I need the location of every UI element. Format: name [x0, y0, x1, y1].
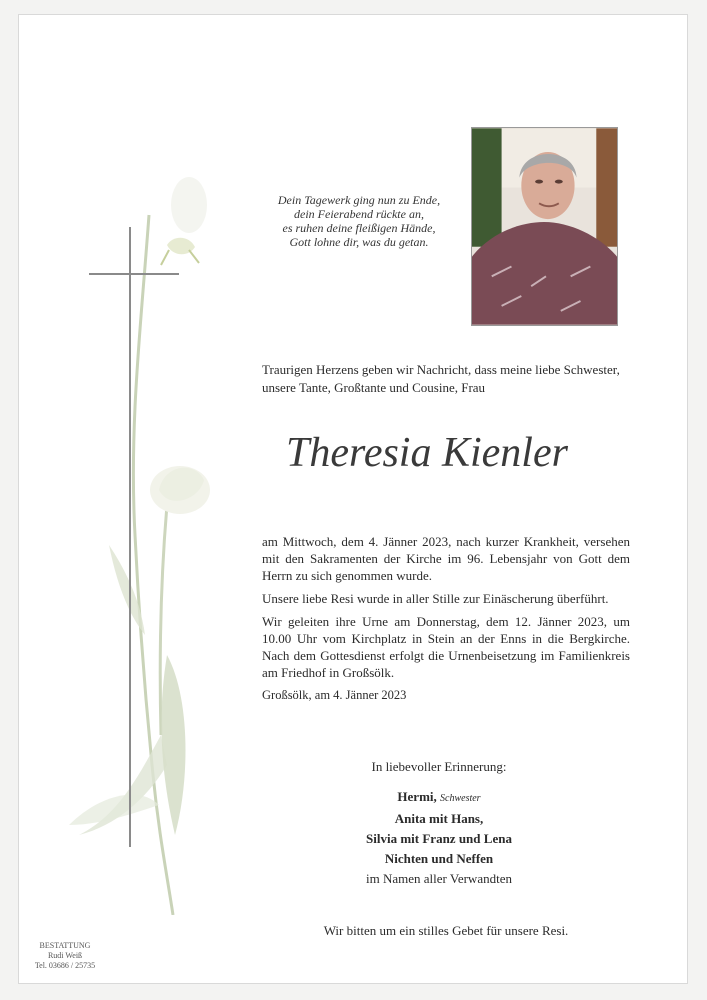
mourner-name: Silvia mit Franz und Lena — [366, 831, 512, 846]
mourner-relation: Schwester — [440, 793, 481, 804]
mourner-name: Anita mit Hans, — [394, 811, 484, 826]
death-details: am Mittwoch, dem 4. Jänner 2023, nach kurzer Krankheit, versehen mit den Sakramenten der Kirche im 96. Lebensjahr von Gott dem Herrn zu sich genommen wurde. — [262, 534, 630, 583]
place-date: Großsölk, am 4. Jänner 2023 — [262, 688, 407, 702]
verse-line: dein Feierabend rückte an, — [294, 207, 424, 221]
memorial-verse — [259, 193, 459, 249]
undertaker-line: Rudi Weiß — [47, 951, 83, 960]
mourner-line — [319, 809, 559, 829]
mourner-name: Hermi, — [397, 789, 437, 804]
cross-horizontal — [89, 273, 179, 275]
undertaker-imprint — [25, 941, 105, 971]
announcement-intro — [262, 361, 630, 397]
mourner-name: Nichten und Neffen — [384, 851, 494, 866]
deceased-name: Theresia Kienler — [286, 430, 568, 476]
mourners-list — [319, 757, 559, 889]
prayer-request: Wir bitten um ein stilles Gebet für unsere Resi. — [323, 923, 569, 938]
intro-line: Traurigen Herzens geben wir Nachricht, dass meine liebe Schwester, — [262, 362, 620, 377]
cross-vertical — [129, 227, 131, 847]
portrait-photo — [471, 127, 618, 326]
funeral-details: Wir geleiten ihre Urne am Donnerstag, dem 12. Jänner 2023, um 10.00 Uhr vom Kirchplatz in Stein an der Enns in die Bergkirche. Nach dem Gottesdienst erfolgt die Urnenbeisetzung im Familienkreis am Friedhof in Großsölk. — [262, 614, 630, 680]
verse-line: es ruhen deine fleißigen Hände, — [282, 221, 436, 235]
verse-line: Gott lohne dir, was du getan. — [289, 235, 429, 249]
mourner-line — [319, 849, 559, 869]
verse-line: Dein Tagewerk ging nun zu Ende, — [277, 193, 441, 207]
mourner-line — [319, 787, 559, 809]
mourner-line: im Namen aller Verwandten — [366, 871, 512, 886]
cremation-note: Unsere liebe Resi wurde in aller Stille zur Einäscherung überführt. — [262, 591, 609, 606]
mourner-line — [319, 829, 559, 849]
undertaker-line: Tel. 03686 / 25735 — [34, 961, 96, 970]
undertaker-line: BESTATTUNG — [39, 941, 91, 950]
rose-illustration — [49, 175, 249, 915]
obituary-page — [18, 14, 688, 984]
intro-line: unsere Tante, Großtante und Cousine, Frau — [262, 380, 486, 395]
closing-heading: In liebevoller Erinnerung: — [371, 759, 507, 774]
announcement-body — [262, 533, 630, 710]
